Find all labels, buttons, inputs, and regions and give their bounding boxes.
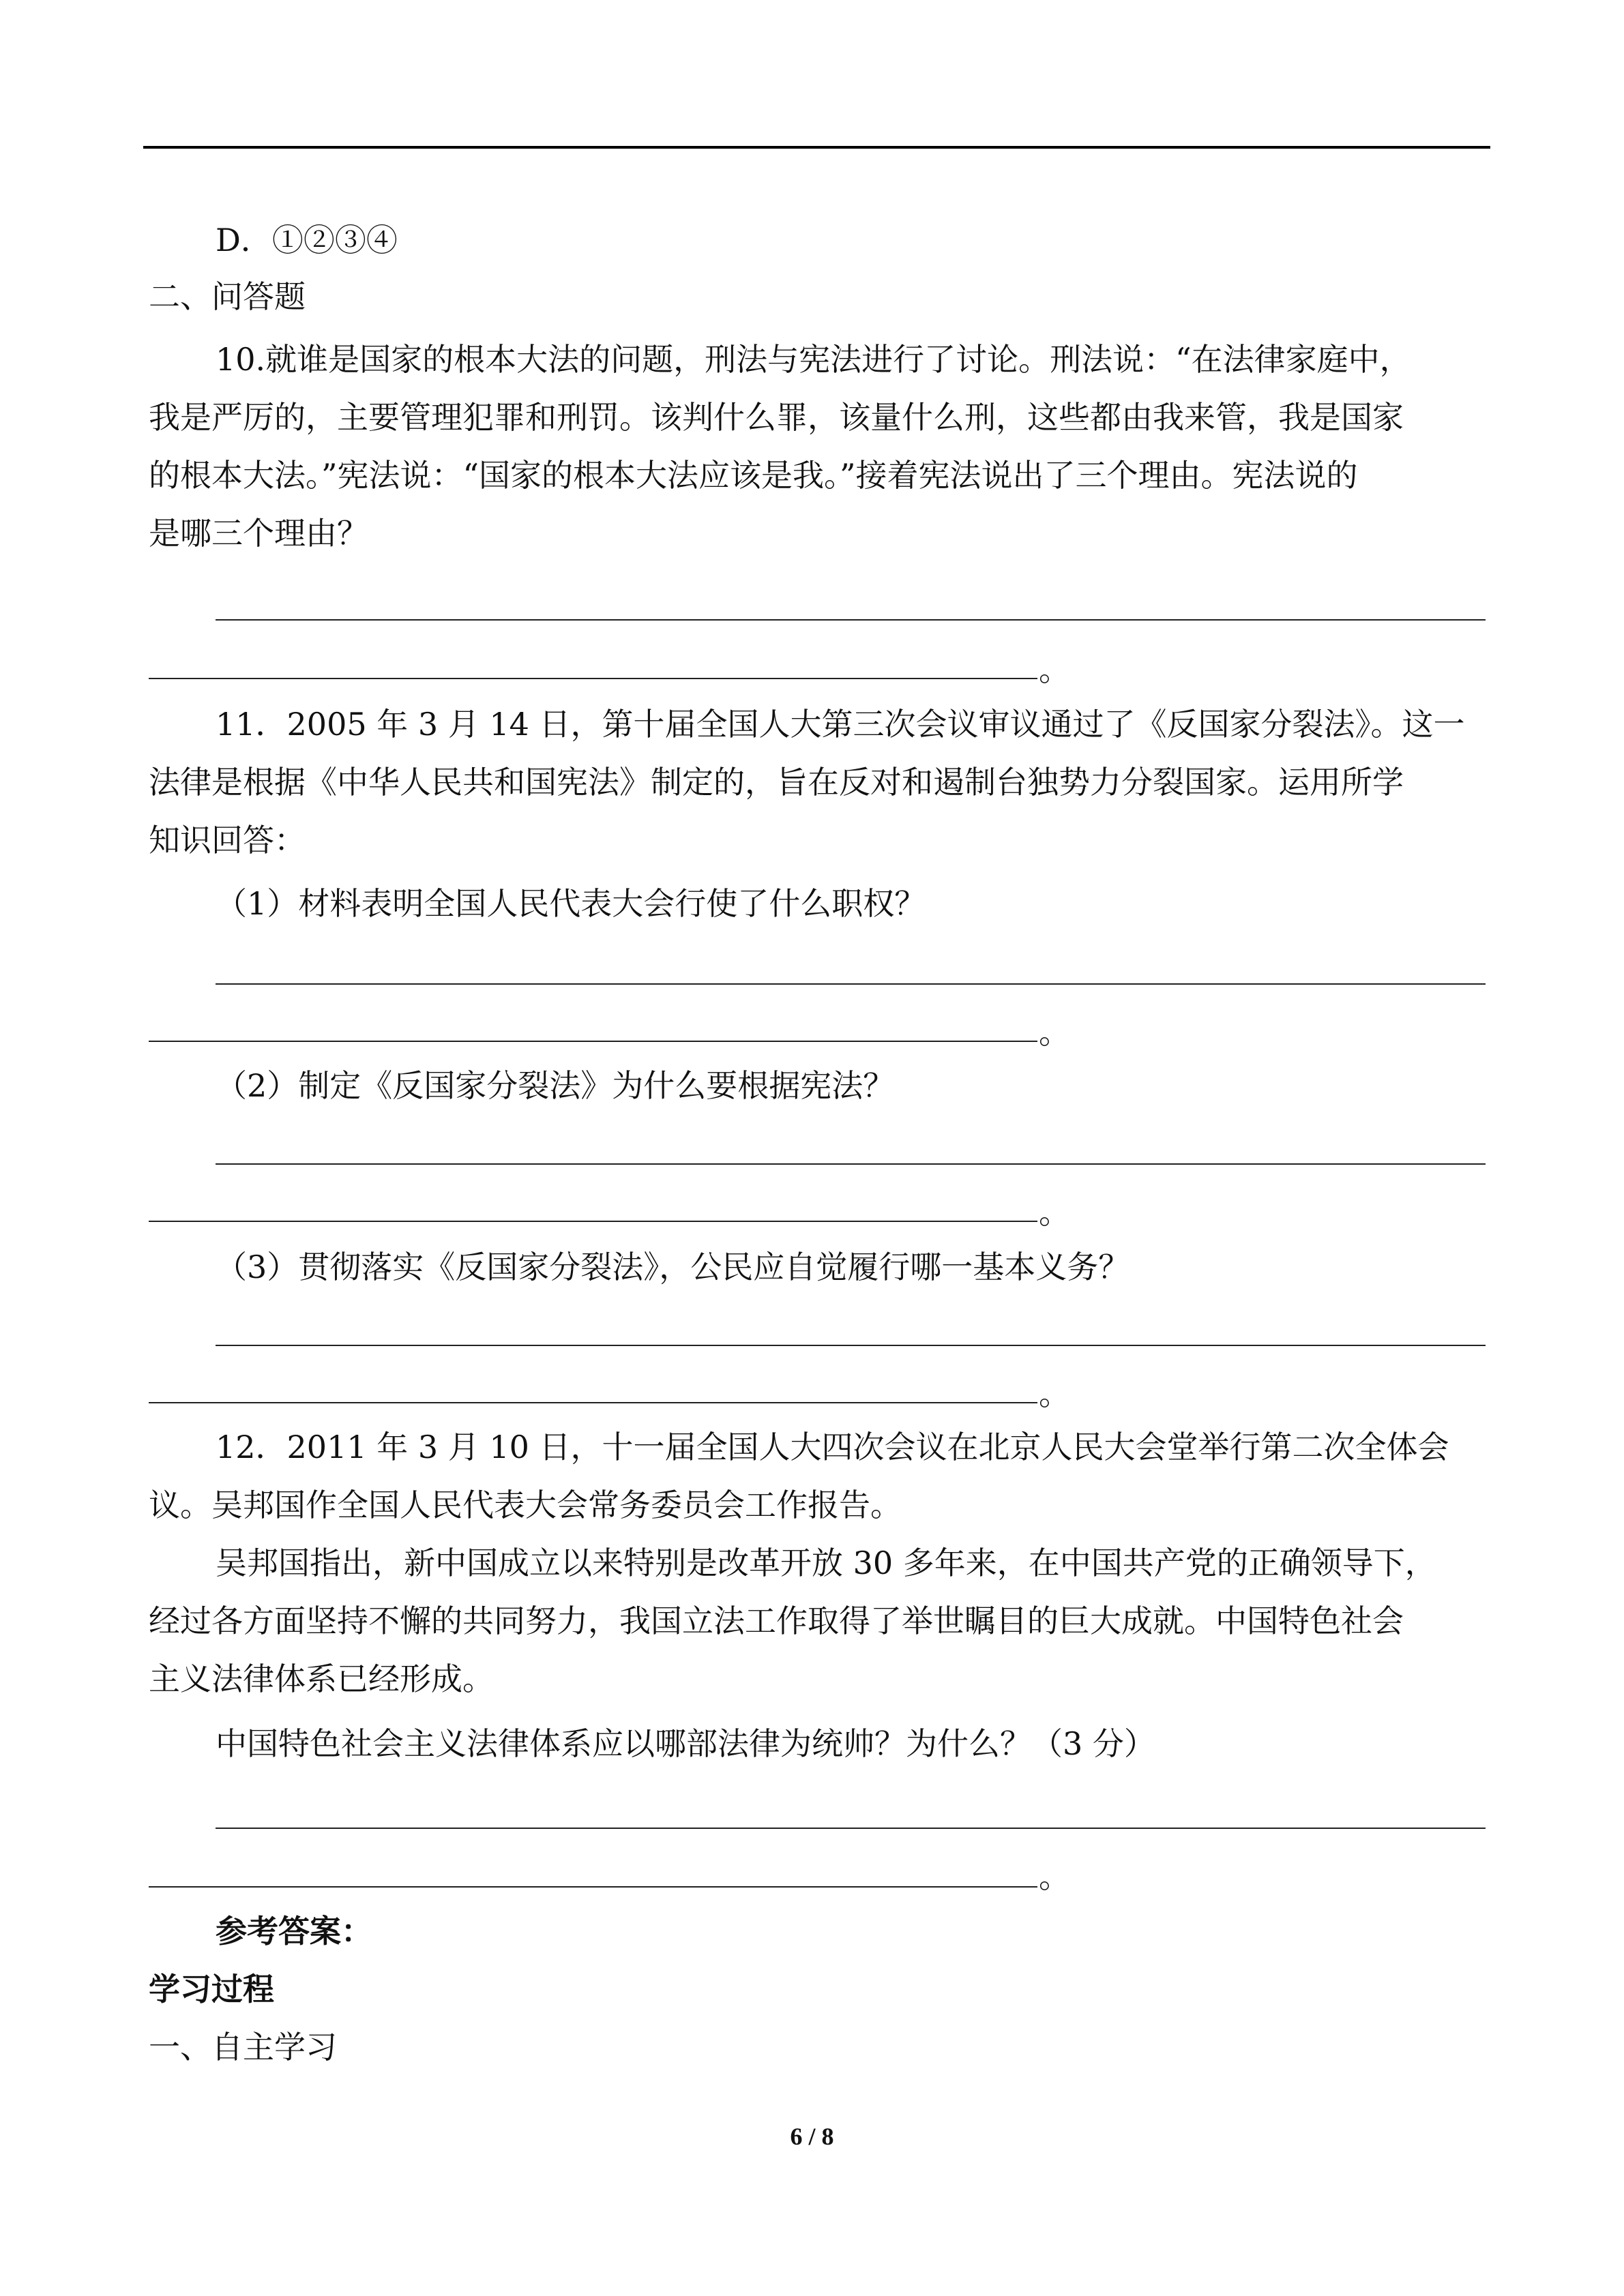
q10-line2: 我是严厉的，主要管理犯罪和刑罚。该判什么罪，该量什么刑，这些都由我来管，我是国家 bbox=[149, 399, 1404, 436]
q11-sub1-answer-line-2[interactable] bbox=[149, 1041, 1037, 1042]
q10-answer-line-1[interactable] bbox=[216, 619, 1486, 621]
q12-line2: 议。吴邦国作全国人民代表大会常务委员会工作报告。 bbox=[149, 1487, 902, 1523]
q10-line3: 的根本大法。”宪法说：“国家的根本大法应该是我。”接着宪法说出了三个理由。宪法说的 bbox=[149, 457, 1358, 494]
q12-line4: 经过各方面坚持不懈的共同努力，我国立法工作取得了举世瞩目的巨大成就。中国特色社会 bbox=[149, 1602, 1404, 1639]
q12-line5: 主义法律体系已经形成。 bbox=[149, 1660, 494, 1697]
answer-heading: 参考答案： bbox=[216, 1913, 372, 1950]
q12-line1: 12．2011 年 3 月 10 日，十一届全国人大四次会议在北京人民大会堂举行第二次全体会 bbox=[216, 1429, 1449, 1465]
q11-line2: 法律是根据《中华人民共和国宪法》制定的，旨在反对和遏制台独势力分裂国家。运用所学 bbox=[149, 764, 1404, 801]
q11-sub2-answer-line-1[interactable] bbox=[216, 1163, 1486, 1165]
page-number: 6 / 8 bbox=[790, 2123, 834, 2150]
q10-answer-line-2[interactable] bbox=[149, 678, 1037, 679]
q11-line3: 知识回答： bbox=[149, 822, 306, 859]
section-title-qa: 二、问答题 bbox=[149, 278, 306, 315]
q11-sub3-answer-line-1[interactable] bbox=[216, 1345, 1486, 1346]
q11-sub1: （1）材料表明全国人民代表大会行使了什么职权？ bbox=[216, 885, 926, 922]
learning-process-heading: 学习过程 bbox=[149, 1971, 274, 2008]
q12-end-mark: 。 bbox=[1039, 1858, 1070, 1895]
q11-sub2: （2）制定《反国家分裂法》为什么要根据宪法？ bbox=[216, 1067, 895, 1104]
q11-sub2-end-mark: 。 bbox=[1039, 1194, 1070, 1231]
q12-line3: 吴邦国指出，新中国成立以来特别是改革开放 30 多年来，在中国共产党的正确领导下， bbox=[216, 1545, 1436, 1581]
q11-sub1-answer-line-1[interactable] bbox=[216, 983, 1486, 985]
q11-sub3-end-mark: 。 bbox=[1039, 1375, 1070, 1412]
q11-sub3: （3）贯彻落实《反国家分裂法》，公民应自觉履行哪一基本义务？ bbox=[216, 1249, 1130, 1285]
option-d: D．①②③④ bbox=[216, 222, 398, 258]
q11-sub3-answer-line-2[interactable] bbox=[149, 1402, 1037, 1403]
q10-line1: 10.就谁是国家的根本大法的问题，刑法与宪法进行了讨论。刑法说：“在法律家庭中， bbox=[216, 341, 1411, 378]
q10-line4: 是哪三个理由？ bbox=[149, 515, 368, 552]
self-study-heading: 一、自主学习 bbox=[149, 2029, 337, 2066]
q12-answer-line-1[interactable] bbox=[216, 1828, 1486, 1829]
q11-sub1-end-mark: 。 bbox=[1039, 1014, 1070, 1051]
q10-end-mark: 。 bbox=[1039, 651, 1070, 688]
q12-question: 中国特色社会主义法律体系应以哪部法律为统帅？为什么？（3 分） bbox=[216, 1725, 1155, 1762]
q11-sub2-answer-line-2[interactable] bbox=[149, 1221, 1037, 1222]
header-rule bbox=[143, 146, 1490, 149]
q12-answer-line-2[interactable] bbox=[149, 1886, 1037, 1888]
q11-line1: 11．2005 年 3 月 14 日，第十届全国人大第三次会议审议通过了《反国家分裂法》。这一 bbox=[216, 706, 1465, 743]
